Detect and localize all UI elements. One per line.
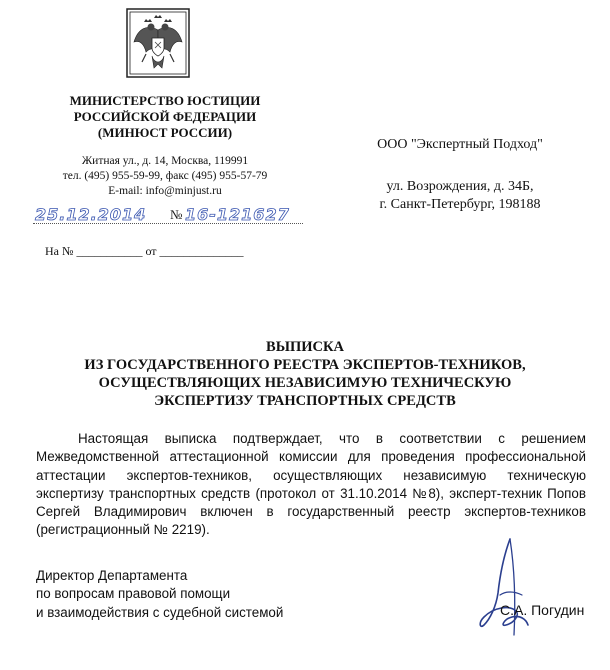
body-paragraph: Настоящая выписка подтверждает, что в соответствии с решением Межведомственной аттестационной комиссии для проведения профессиональной аттестации экспертов-техников, осуществляющих независимую техническую экспертизу транспортных средств (протокол от 31.10.2014 №8), эксперт-техник Попов Сергей Владимирович включен в государственный реестр экспертов-техников (регистрационный № 2219). <box>36 431 586 538</box>
registration-date: 25.12.2014 <box>35 205 147 224</box>
ministry-short-name: (МИНЮСТ РОССИИ) <box>97 125 233 140</box>
phone-fax: тел. (495) 955-59-99, факс (495) 955-57-79 <box>62 170 268 182</box>
ministry-name-line: РОССИЙСКОЙ ФЕДЕРАЦИИ <box>73 109 257 124</box>
signer-position <box>36 567 336 622</box>
registration-number: 16-121627 <box>185 205 290 224</box>
ministry-address <box>40 154 290 199</box>
email-address: E-mail: info@minjust.ru <box>108 185 222 197</box>
registration-line <box>33 205 303 229</box>
recipient-city: г. Санкт-Петербург, 198188 <box>379 197 541 212</box>
signer-position-line: Директор Департамента <box>36 568 188 583</box>
recipient-street: ул. Возрождения, д. 34Б, <box>386 179 534 194</box>
recipient-name: ООО "Экспертный Подход" <box>377 137 543 152</box>
ministry-name-line: МИНИСТЕРСТВО ЮСТИЦИИ <box>69 93 261 108</box>
handwritten-signature <box>470 535 550 645</box>
reply-reference-line: На № ___________ от ______________ <box>45 244 244 258</box>
signer-name: С.А. Погудин <box>500 602 585 618</box>
title-line: ЭКСПЕРТИЗУ ТРАНСПОРТНЫХ СРЕДСТВ <box>154 393 456 409</box>
coat-of-arms-emblem <box>126 8 190 78</box>
title-line: ВЫПИСКА <box>266 339 344 355</box>
title-line: ИЗ ГОСУДАРСТВЕННОГО РЕЕСТРА ЭКСПЕРТОВ-ТЕХНИКОВ, <box>84 357 526 373</box>
signer-position-line: по вопросам правовой помощи <box>36 586 231 602</box>
document-body <box>36 430 586 540</box>
street-address: Житная ул., д. 14, Москва, 119991 <box>81 155 249 167</box>
ministry-header <box>40 93 290 141</box>
number-symbol: № <box>170 207 183 222</box>
document-title <box>20 338 590 410</box>
registration-underline <box>33 223 303 224</box>
title-line: ОСУЩЕСТВЛЯЮЩИХ НЕЗАВИСИМУЮ ТЕХНИЧЕСКУЮ <box>98 375 512 391</box>
signer-position-line: и взаимодействия с судебной системой <box>36 604 284 620</box>
recipient-address <box>330 178 590 214</box>
